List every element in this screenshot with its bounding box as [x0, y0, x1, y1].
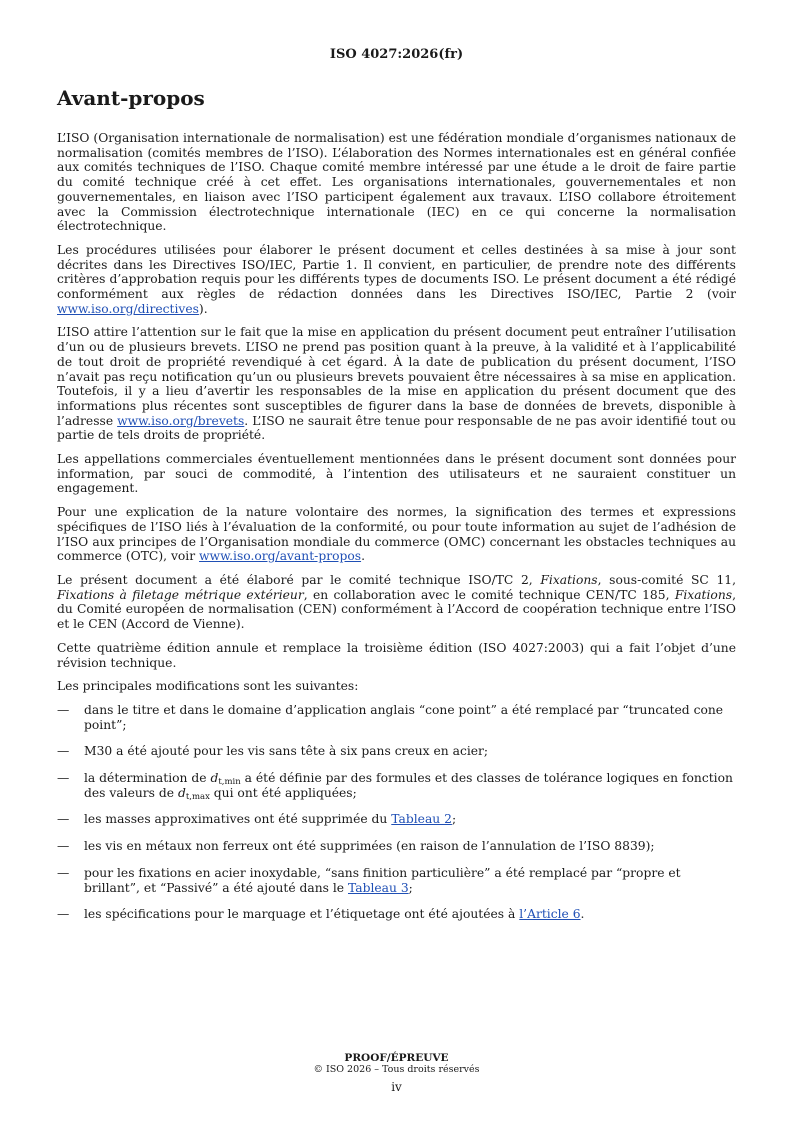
- paragraph-edition: Cette quatrième édition annule et remplace la troisième édition (ISO 4027:2003) qui a fait l’objet d’une révision technique.: [57, 640, 736, 670]
- list-item-text: dans le titre et dans le domaine d’application anglais “cone point” a été remplacé par “truncated cone point”;: [84, 702, 724, 732]
- list-item-text: les spécifications pour le marquage et l’étiquetage ont été ajoutées à: [84, 907, 516, 922]
- variable-d: d: [210, 771, 219, 786]
- list-dash: —: [57, 702, 70, 717]
- list-item-text: a été définie par des formules et des classes de tolérance logiques en fonction des valeurs de: [84, 771, 733, 800]
- list-item-text: ;: [408, 880, 413, 895]
- page-number: iv: [391, 1080, 402, 1094]
- page-title: Avant-propos: [57, 86, 205, 110]
- foreword-link[interactable]: www.iso.org/avant-propos: [199, 549, 362, 564]
- list-item-text: les vis en métaux non ferreux ont été supprimées (en raison de l’annulation de l’ISO 8839);: [84, 839, 655, 854]
- paragraph-voluntary-nature: [57, 505, 736, 564]
- list-item: [57, 866, 736, 895]
- body-content: [57, 131, 736, 934]
- list-dash: —: [57, 744, 70, 759]
- list-item: [57, 907, 736, 922]
- list-item-text: la détermination de: [84, 771, 207, 786]
- list-dash: —: [57, 865, 70, 880]
- patents-link[interactable]: www.iso.org/brevets: [117, 413, 245, 428]
- paragraph-text: ).: [198, 301, 208, 316]
- article-6-link[interactable]: l’Article 6: [519, 907, 581, 922]
- paragraph-iso-intro: L’ISO (Organisation internationale de normalisation) est une fédération mondiale d’organismes nationaux de normalisation (comités membres de l’ISO). L’élaboration des Normes internationales est en général confiée aux comités techniques de l’ISO. Chaque comité membre intéressé par une étude a le droit de faire partie du comité technique créé à cet effet. Les organisations internationales, gouvernementales et non gouvernementales, en liaison avec l’ISO participent également aux travaux. L’ISO collabore étroitement avec la Commission électrotechnique internationale (IEC) en ce qui concerne la normalisation électrotechnique.: [57, 131, 736, 234]
- paragraph-text: , sous-comité SC 11,: [597, 572, 736, 587]
- list-item: [57, 703, 736, 732]
- list-item: [57, 839, 736, 854]
- list-item-text: ;: [451, 812, 457, 827]
- page-footer: [0, 1052, 793, 1096]
- list-dash: —: [57, 839, 70, 854]
- proof-label: PROOF/ÉPREUVE: [344, 1052, 449, 1064]
- cen-committee-title: Fixations: [674, 587, 733, 602]
- paragraph-text: , en collaboration avec le comité technique CEN/TC 185,: [303, 587, 670, 602]
- subscript-tmax: t,max: [185, 791, 210, 802]
- paragraph-text: L’ISO attire l’attention sur le fait que la mise en application du présent document peut entraîner l’utilisation d’un ou de plusieurs brevets. L’ISO ne prend pas position quant à la preuve, à la validité et à l’applicabilité de tout droit de propriété revendiqué à cet égard. À la date de publication du présent document, l’ISO n’avait pas reçu notification qu’un ou plusieurs brevets pouvaient être nécessaires à sa mise en application. Toutefois, il y a lieu d’avertir les responsables de la mise en application du présent document que des informations plus récentes sont susceptibles de figurer dans la base de données de brevets, disponible à l’adresse: [57, 325, 736, 428]
- paragraph-text: Le présent document a été élaboré par le comité technique ISO/TC 2,: [57, 572, 533, 587]
- subcommittee-title: Fixations à filetage métrique extérieur: [57, 587, 304, 602]
- paragraph-changes-intro: Les principales modifications sont les suivantes:: [57, 679, 359, 694]
- paragraph-patents: [57, 325, 736, 443]
- paragraph-committee: [57, 573, 736, 632]
- paragraph-text: .: [361, 549, 365, 564]
- list-dash: —: [57, 812, 70, 827]
- subscript-tmin: t,min: [218, 777, 241, 788]
- changes-list: [57, 703, 736, 922]
- committee-title: Fixations: [540, 572, 598, 587]
- list-item-text: les masses approximatives ont été supprimée du: [84, 812, 388, 827]
- paragraph-trade-names: Les appellations commerciales éventuellement mentionnées dans le présent document sont données pour information, par souci de commodité, à l’intention des utilisateurs et ne sauraient constituer un engagement.: [57, 452, 736, 496]
- paragraph-text: Pour une explication de la nature volontaire des normes, la signification des termes et expressions spécifiques de l’ISO liés à l’évaluation de la conformité, ou pour toute information au sujet de l’adhésion de l’ISO aux principes de l’Organisation mondiale du commerce (OMC) concernant les obstacles techniques au commerce (OTC), voir: [57, 505, 736, 564]
- directives-link[interactable]: www.iso.org/directives: [57, 301, 199, 316]
- list-item: [57, 771, 736, 800]
- running-header: ISO 4027:2026(fr): [329, 47, 464, 62]
- list-item-text: .: [580, 907, 585, 922]
- list-item-text: pour les fixations en acier inoxydable, “sans finition particulière” a été remplacé par “propre et brillant”, et “Passivé” a été ajouté dans le: [84, 865, 681, 895]
- list-item: [57, 744, 736, 759]
- paragraph-text: Les procédures utilisées pour élaborer le présent document et celles destinées à sa mise à jour sont décrites dans les Directives ISO/IEC, Partie 1. Il convient, en particulier, de prendre note des différents critères d’approbation requis pour les différents types de documents ISO. Le présent document a été rédigé conformément aux règles de rédaction données dans les Directives ISO/IEC, Partie 2 (voir: [57, 242, 736, 302]
- list-item: [57, 812, 736, 827]
- paragraph-text: , du Comité européen de normalisation (CEN) conformément à l’Accord de coopération technique entre l’ISO et le CEN (Accord de Vienne).: [57, 587, 736, 632]
- copyright-notice: © ISO 2026 – Tous droits réservés: [313, 1064, 480, 1075]
- paragraph-procedures: [57, 243, 736, 317]
- list-dash: —: [57, 907, 70, 922]
- table-2-link[interactable]: Tableau 2: [391, 812, 452, 827]
- list-item-text: qui ont été appliquées;: [213, 785, 357, 800]
- variable-d: d: [177, 785, 186, 800]
- paragraph-text: . L’ISO ne saurait être tenue pour responsable de ne pas avoir identifié tout ou partie de tels droits de propriété.: [57, 413, 736, 443]
- list-item-text: M30 a été ajouté pour les vis sans tête à six pans creux en acier;: [84, 744, 489, 759]
- list-dash: —: [57, 771, 70, 786]
- table-3-link[interactable]: Tableau 3: [348, 880, 409, 895]
